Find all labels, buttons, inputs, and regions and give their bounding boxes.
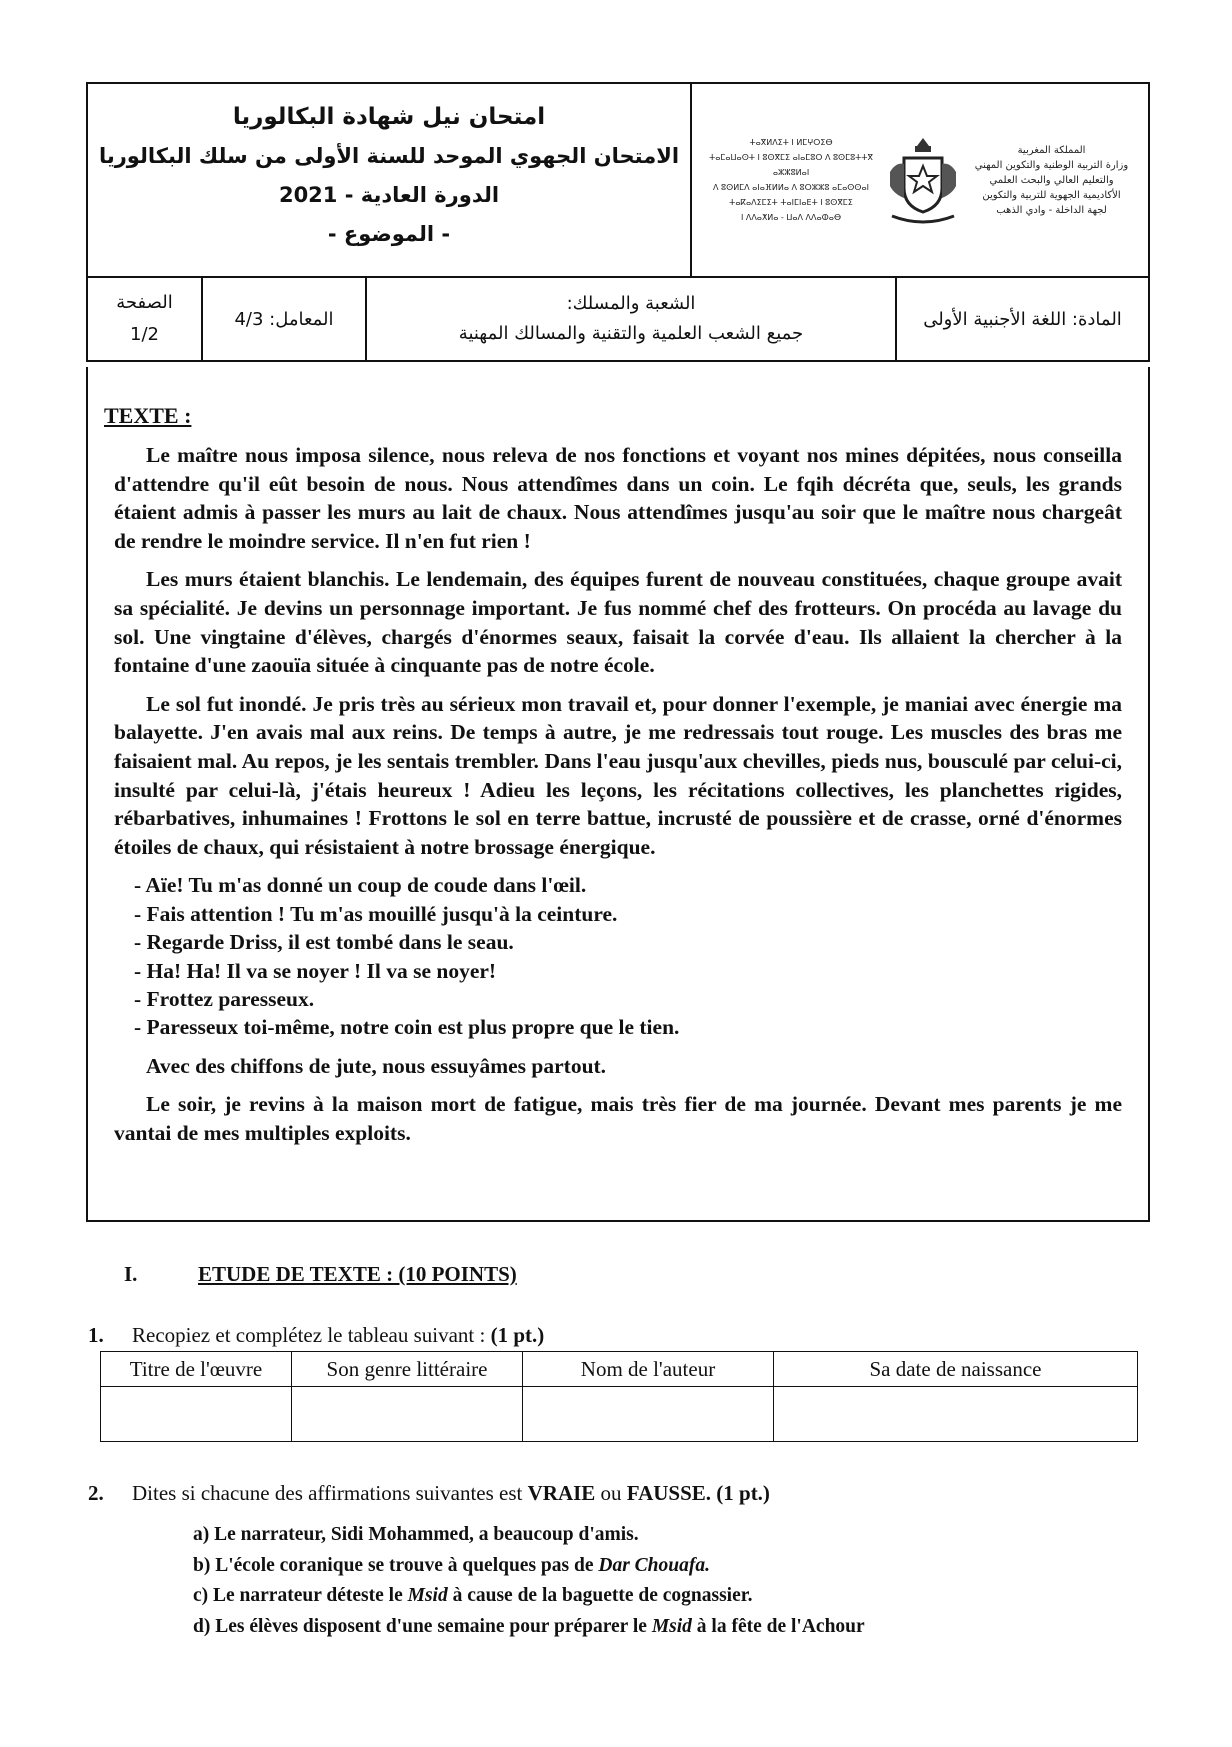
column-header: Son genre littéraire [292, 1352, 523, 1387]
branch-cell: الشعبة والمسلك: جميع الشعب العلمية والتقنية والمسالك المهنية [365, 278, 895, 360]
answer-table [100, 1351, 1138, 1442]
affirmation-c: c) Le narrateur déteste le Msid à cause de la baguette de cognassier. [193, 1585, 753, 1606]
dialogue-line: - Paresseux toi-même, notre coin est plus propre que le tien. [134, 1015, 680, 1040]
page-cell: الصفحة 1/2 [116, 292, 173, 345]
exam-header [86, 82, 1150, 362]
exam-subtitle: الامتحان الجهوي الموحد للسنة الأولى من سلك البكالوريا [98, 144, 680, 168]
coefficient-cell: المعامل: 4/3 [201, 278, 365, 360]
texte-heading: TEXTE : [104, 403, 192, 428]
table-header-row [101, 1352, 1138, 1387]
table-row [101, 1387, 1138, 1442]
ministry-logo-block [692, 84, 1148, 276]
exam-title-block [88, 84, 692, 276]
affirmation-b: b) L'école coranique se trouve à quelques pas de Dar Chouafa. [193, 1554, 710, 1576]
dialogue-line: - Fais attention ! Tu m'as mouillé jusqu'à la ceinture. [134, 901, 618, 926]
paragraph-2: Les murs étaient blanchis. Le lendemain, des équipes furent de nouveau constituées, chaque groupe avait sa spécialité. Je devins un personnage important. Je fus nommé chef des frotteurs. On procéda au lavage du sol. Une vingtaine d'élèves, chargés d'énormes seaux, faisait la corvée d'eau. Ils allaient la chercher à la fontaine d'une zaouïa située à cinquante pas de notre école. [114, 567, 1122, 678]
paragraph-1: Le maître nous imposa silence, nous releva de nos fonctions et voyant nos mines dépitées, nous conseilla d'attendre qu'il eût besoin de nous. Nous attendîmes dans un coin. Le fqih décréta que, seuls, les grands étaient admis à passer les murs au lait de chaux. Nous attendîmes jusqu'au soir que le maître nous chargeât de rendre le moindre service. Il n'en fut rien ! [114, 443, 1122, 553]
paragraph-5: Le soir, je revins à la maison mort de fatigue, mais très fier de ma journée. Devant mes parents je me vantai de mes multiples exploits. [114, 1092, 1122, 1145]
exam-session: الدورة العادية - 2021 [278, 183, 500, 207]
subject-cell: المادة: اللغة الأجنبية الأولى [895, 278, 1148, 360]
dialogue-line: - Ha! Ha! Il va se noyer ! Il va se noyer! [134, 958, 497, 983]
text-frame [86, 367, 1150, 1222]
passage [114, 441, 1122, 1158]
royal-emblem-icon [882, 132, 964, 228]
answer-cell[interactable] [774, 1387, 1138, 1442]
affirmation-d: d) Les élèves disposent d'une semaine pour préparer le Msid à la fête de l'Achour [193, 1615, 865, 1637]
answer-cell[interactable] [292, 1387, 523, 1442]
section-heading: I. ETUDE DE TEXTE : (10 POINTS) [124, 1262, 517, 1286]
answer-cell[interactable] [101, 1387, 292, 1442]
column-header: Nom de l'auteur [523, 1352, 774, 1387]
question-2: 2. Dites si chacune des affirmations suivantes est VRAIE ou FAUSSE. (1 pt.) [88, 1481, 770, 1505]
dialogue-block [134, 871, 1122, 1041]
exam-title: امتحان نيل شهادة البكالوريا [232, 104, 546, 130]
affirmation-a: a) Le narrateur, Sidi Mohammed, a beaucoup d'amis. [193, 1524, 639, 1545]
answer-cell[interactable] [523, 1387, 774, 1442]
ministry-arabic: المملكة المغربية وزارة التربية الوطنية والتكوين المهني والتعليم العالي والبحث العلمي الأكاديمية الجهوية للتربية والتكوين لجهة الداخلة - وادي الذهب [974, 144, 1129, 216]
header-info-row [88, 278, 1148, 360]
column-header: Sa date de naissance [774, 1352, 1138, 1387]
paragraph-4: Avec des chiffons de jute, nous essuyâmes partout. [146, 1053, 607, 1078]
dialogue-line: - Aïe! Tu m'as donné un coup de coude dans l'œil. [134, 873, 587, 898]
ministry-tifinagh: ⵜⴰⴳⵍⴷⵉⵜ ⵏ ⵍⵎⵖⵔⵉⴱ ⵜⴰⵎⴰⵡⴰⵙⵜ ⵏ ⵓⵙⴳⵎⵉ ⴰⵏⴰⵎⵓⵔ ⴷ ⵓⵙⵎⵓⵜⵜⴳ ⴰⵣⵣⵓⵍⴰⵏ ⴷ ⵓⵙⵍⵎⴷ ⴰⵏⴰⴼⵍⵍⴰ ⴷ ⵓⵔⵣⵣⵓ ⴰⵎⴰⵙⵙⴰⵏ ⵜⴰⴽⴰⴷⵉⵎⵉⵜ ⵜⴰⵏⵎⵏⴰⴹⵜ ⵏ ⵓⵙⴳⵎⵉ ⵏ ⴷⴷⴰⵅⵍⴰ - ⵡⴰⴷ ⴷⴷⴰⵀⴰⴱ [709, 138, 873, 222]
header-top-row [88, 84, 1148, 278]
column-header: Titre de l'œuvre [101, 1352, 292, 1387]
dialogue-line: - Regarde Driss, il est tombé dans le seau. [134, 930, 514, 955]
question-1: 1. Recopiez et complétez le tableau suivant : (1 pt.) [88, 1323, 545, 1347]
subject-label: - الموضوع - [327, 222, 451, 246]
dialogue-line: - Frottez paresseux. [134, 986, 315, 1011]
paragraph-3: Le sol fut inondé. Je pris très au sérieux mon travail et, pour donner l'exemple, je maniai avec énergie ma balayette. J'en avais mal aux reins. De temps à autre, je me redressais tout rouge. Les muscles des bras me faisaient mal. Au repos, je les sentais trembler. Dans l'eau jusqu'aux chevilles, pieds nus, bousculé par celui-ci, insulté par celui-là, j'étais heureux ! Adieu les leçons, les récitations collectives, les planchettes rigides, rébarbatives, inhumaines ! Frottons le sol en terre battue, incrusté de poussière et de crasse, orné d'énormes étoiles de chaux, qui résistaient à notre brossage énergique. [114, 691, 1122, 859]
affirmations-list [193, 1520, 865, 1642]
